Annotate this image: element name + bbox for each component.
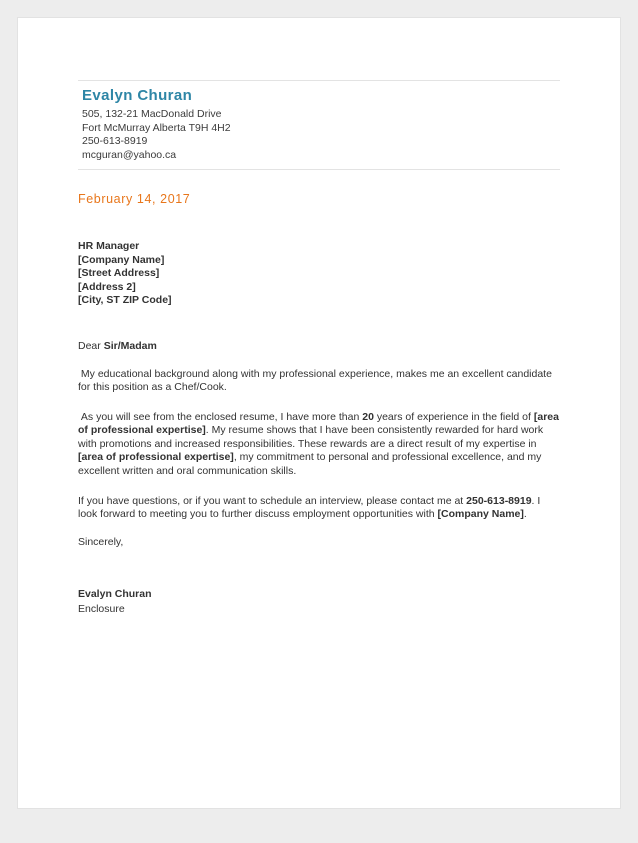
enclosure-label: Enclosure bbox=[78, 602, 125, 615]
sender-address-line-1: 505, 132-21 MacDonald Drive bbox=[82, 108, 222, 120]
sender-name: Evalyn Churan bbox=[82, 87, 193, 104]
letter-date: February 14, 2017 bbox=[78, 192, 191, 206]
sender-block bbox=[78, 80, 560, 170]
closing: Sincerely, bbox=[78, 535, 124, 548]
salutation: Dear Sir/Madam bbox=[78, 339, 157, 352]
body-paragraph-3: If you have questions, or if you want to schedule an interview, please contact me at 250-613-8919. I look forward to meeting you to further discuss employment opportunities with [Company Name]. bbox=[78, 494, 544, 521]
body-paragraph-1: My educational background along with my professional experience, makes me an excellent candidate for this position as a Chef/Cook. bbox=[78, 367, 555, 394]
sender-address-line-2: Fort McMurray Alberta T9H 4H2 bbox=[82, 121, 231, 134]
sender-phone: 250-613-8919 bbox=[82, 135, 148, 147]
body-paragraph-2: As you will see from the enclosed resume, I have more than 20 years of experience in the field of [area of professional expertise]. My resume shows that I have been consistently rewarded for hard work with promotions and increased responsibilities. These rewards are a direct result of my expertise in [area of professional expertise], my commitment to personal and professional excellence, and my excellent written and oral communication skills. bbox=[78, 410, 562, 478]
recipient-line: [Street Address] bbox=[78, 267, 160, 279]
signature-name: Evalyn Churan bbox=[78, 587, 152, 600]
recipient-line: [City, ST ZIP Code] bbox=[78, 294, 172, 306]
recipient-line: HR Manager bbox=[78, 240, 140, 252]
sender-email: mcguran@yahoo.ca bbox=[82, 148, 177, 161]
recipient-line: [Address 2] bbox=[78, 280, 136, 293]
header-rule-top bbox=[78, 80, 560, 81]
recipient-block bbox=[78, 240, 560, 308]
header-rule-bottom bbox=[78, 169, 560, 170]
recipient-line: [Company Name] bbox=[78, 253, 165, 266]
letter-page bbox=[17, 17, 621, 809]
